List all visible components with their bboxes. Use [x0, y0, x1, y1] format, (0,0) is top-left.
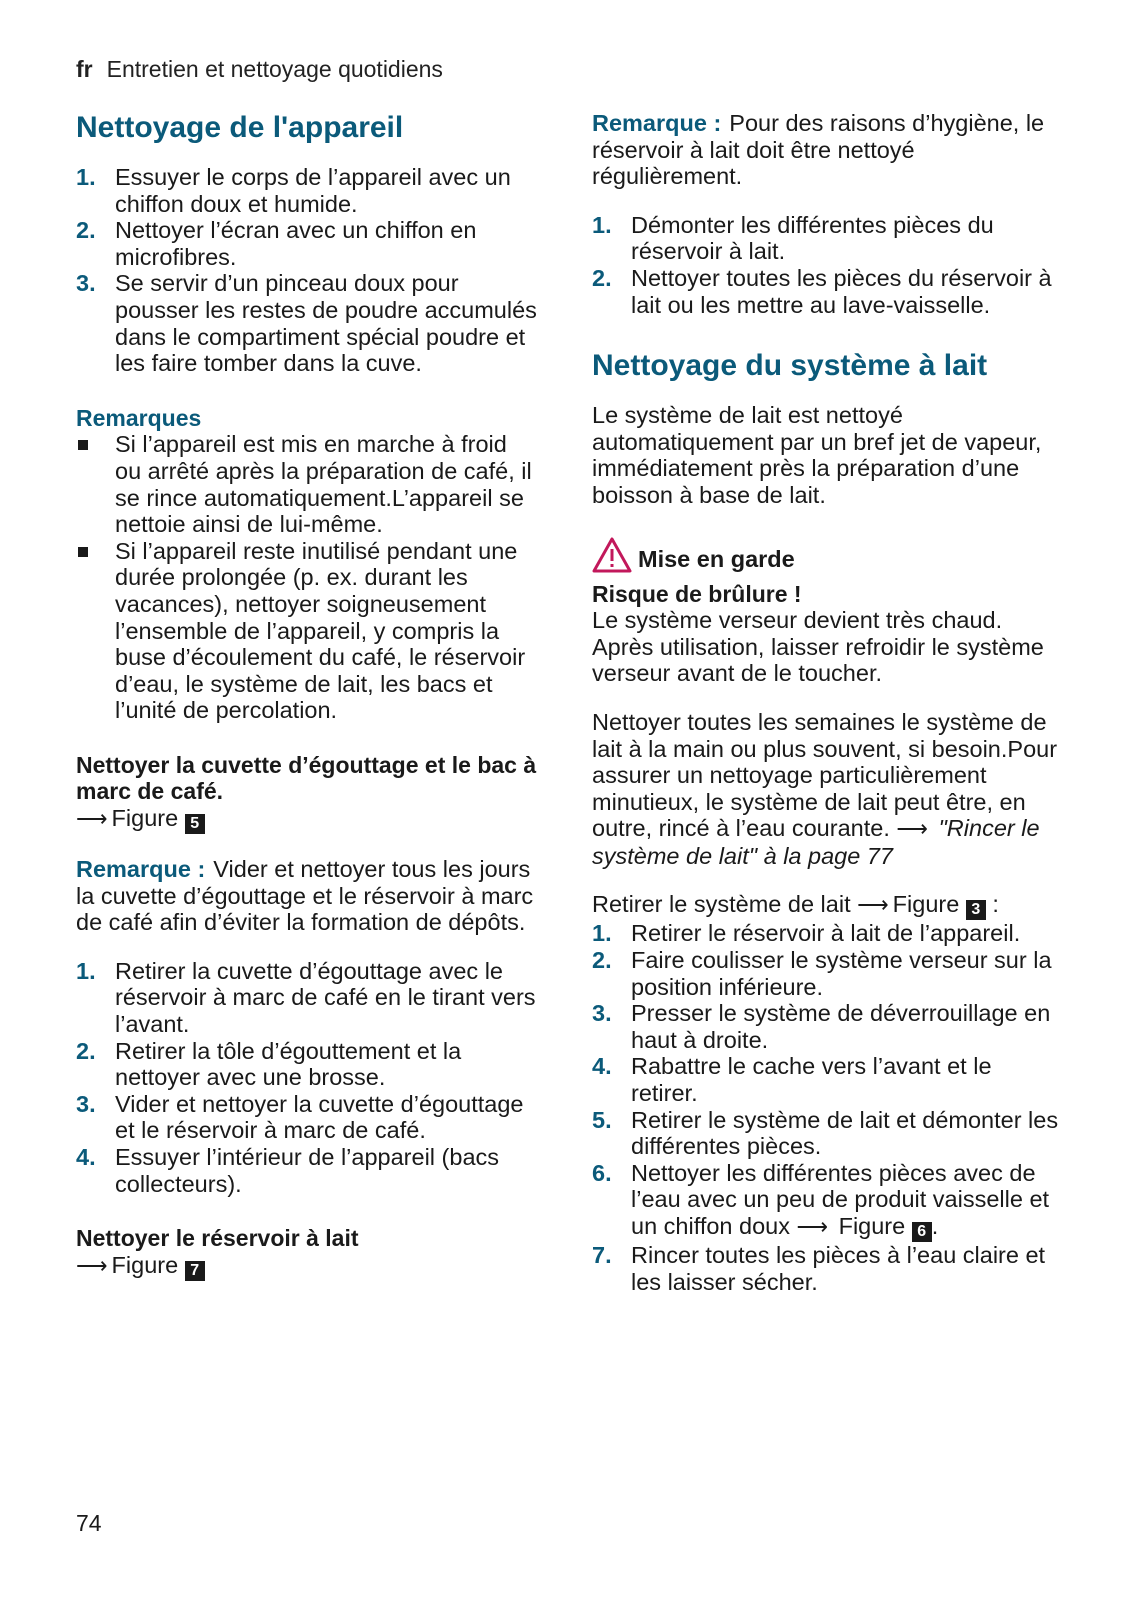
- figure-number-badge: 7: [185, 1261, 205, 1281]
- steps-appareil: [76, 164, 538, 377]
- list-item: 1. Retirer la cuvette d’égouttage avec le réservoir à marc de café en le tirant vers l’avant.: [76, 957, 536, 1038]
- figure-ref-6[interactable]: Figure: [838, 1213, 906, 1239]
- figure-number-badge: 6: [912, 1222, 932, 1242]
- warning-subtitle: Risque de brûlure !: [592, 580, 802, 607]
- list-item: 1. Essuyer le corps de l’appareil avec un chiffon doux et humide.: [76, 164, 511, 217]
- retirer-intro: Retirer le système de lait ⟶ Figure 3 :: [592, 891, 999, 919]
- bullet-square-icon: [78, 440, 88, 450]
- remarques-list: [76, 431, 538, 724]
- arrow-right-icon: ⟶: [896, 816, 928, 842]
- list-item: 4. Essuyer l’intérieur de l’appareil (bacs collecteurs).: [76, 1144, 500, 1197]
- arrow-right-icon: ⟶: [857, 892, 889, 918]
- list-item: 3. Presser le système de déverrouillage en haut à droite.: [592, 1000, 1051, 1053]
- language-code: fr: [76, 56, 93, 82]
- list-item: 2. Nettoyer l’écran avec un chiffon en microfibres.: [76, 217, 477, 270]
- reservoir-title: Nettoyer le réservoir à lait: [76, 1225, 359, 1252]
- remarques-title: Remarques: [76, 404, 202, 431]
- intro-systeme-lait: Le système de lait est nettoyé automatiquement par un bref jet de vapeur, immédiatement près la préparation d’une boisson à base de lait.: [592, 402, 1042, 508]
- heading-nettoyage-appareil: Nettoyage de l'appareil: [76, 111, 404, 144]
- heading-nettoyage-systeme-lait: Nettoyage du système à lait: [592, 349, 988, 383]
- list-item: Si l’appareil reste inutilisé pendant une durée prolongée (p. ex. durant les vacances), nettoyer soigneusement l’ensemble de l’appareil, y compris la buse d’écoulement du café, le réservoir d’eau, le système de lait, les bacs et l’unité de percolation.: [76, 538, 538, 724]
- figure-number-badge: 5: [185, 814, 205, 834]
- figure-ref-7[interactable]: ⟶ Figure 7: [76, 1252, 538, 1281]
- remarque-cuvette: Remarque : Vider et nettoyer tous les jours la cuvette d’égouttage et le réservoir à marc de café afin d’éviter la formation de dépôts.: [76, 856, 534, 936]
- figure-number-badge: 3: [966, 900, 986, 920]
- warning-triangle-icon: [592, 537, 632, 573]
- arrow-right-icon: ⟶: [76, 806, 108, 832]
- weekly-cleaning-text: Nettoyer toutes les semaines le système de lait à la main ou plus souvent, si besoin.Pour assurer un nettoyage particulièrement minutieux, le système de lait peut être, en outre, rincé à l’eau courante. ⟶ "Rincer le système de lait" à la page 77: [592, 708, 1058, 869]
- section-title: Entretien et nettoyage quotidiens: [106, 56, 443, 82]
- list-item: 7. Rincer toutes les pièces à l’eau claire et les laisser sécher.: [592, 1242, 1046, 1295]
- left-column: [76, 110, 538, 1281]
- arrow-right-icon: ⟶: [76, 1252, 108, 1278]
- remarque-hygiene: Remarque : Pour des raisons d’hygiène, le réservoir à lait doit être nettoyé régulièrement.: [592, 110, 1045, 190]
- arrow-right-icon: ⟶: [796, 1214, 829, 1239]
- list-item: 1. Démonter les différentes pièces du réservoir à lait.: [592, 211, 994, 265]
- list-item: 4. Rabattre le cache vers l’avant et le retirer.: [592, 1053, 992, 1107]
- steps-reservoir: [592, 212, 1062, 318]
- list-item: 2. Nettoyer toutes les pièces du réservoir à lait ou les mettre au lave-vaisselle.: [592, 264, 1052, 318]
- list-item: 5. Retirer le système de lait et démonter les différentes pièces.: [592, 1106, 1059, 1160]
- list-item: 6. Nettoyer les différentes pièces avec de l’eau avec un peu de produit vaisselle et un chiffon doux ⟶ Figure 6 .: [592, 1159, 1050, 1240]
- cuvette-title: Nettoyer la cuvette d’égouttage et le bac à marc de café.: [76, 751, 537, 805]
- list-item: 3. Se servir d’un pinceau doux pour pousser les restes de poudre accumulés dans le compartiment spécial poudre et les faire tomber dans la cuve.: [76, 270, 537, 377]
- right-column: [592, 110, 1062, 1295]
- list-item: Si l’appareil est mis en marche à froid ou arrêté après la préparation de café, il se rince automatiquement.L’appareil se nettoie ainsi de lui-même.: [76, 431, 538, 537]
- cross-reference-link[interactable]: "Rincer le système de lait" à la page 77: [592, 815, 1040, 869]
- warning-text: Le système verseur devient très chaud. Après utilisation, laisser refroidir le système verseur avant de le toucher.: [592, 607, 1044, 687]
- warning-header: [592, 537, 1062, 573]
- page-header: [76, 56, 443, 83]
- bullet-square-icon: [78, 547, 88, 557]
- list-item: 3. Vider et nettoyer la cuvette d’égouttage et le réservoir à marc de café.: [76, 1090, 524, 1144]
- figure-ref-5[interactable]: ⟶ Figure 5: [76, 805, 538, 834]
- steps-cuvette: [76, 958, 538, 1197]
- figure-ref-3[interactable]: Figure: [892, 891, 960, 918]
- page-number: 74: [76, 1510, 102, 1536]
- list-item: 2. Retirer la tôle d’égouttement et la nettoyer avec une brosse.: [76, 1037, 462, 1091]
- steps-systeme-lait: [592, 920, 1062, 1295]
- list-item: 2. Faire coulisser le système verseur sur la position inférieure.: [592, 947, 1052, 1000]
- list-item: 1. Retirer le réservoir à lait de l’appareil.: [592, 920, 1021, 947]
- warning-title: Mise en garde: [638, 545, 795, 572]
